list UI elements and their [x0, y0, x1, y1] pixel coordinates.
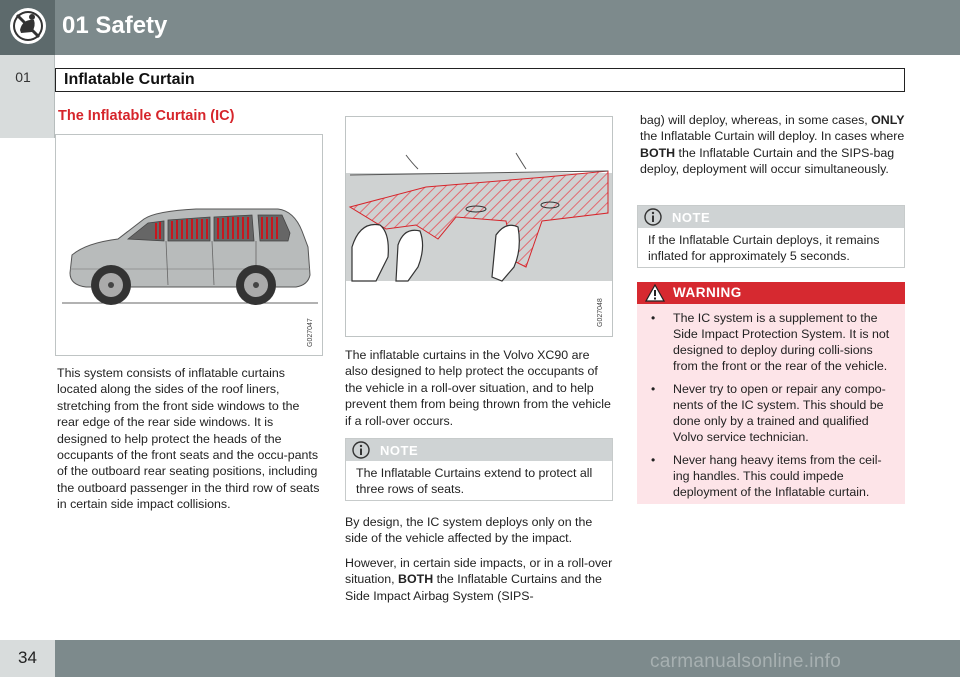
header-icon-tab — [0, 0, 55, 55]
bold-fragment: ONLY — [871, 113, 905, 127]
note-header — [346, 439, 612, 461]
warning-item: • The IC system is a supplement to the Side Impact Protection System. It is not designed to deploy during colli-sions from the front or the rear of the vehicle. — [647, 310, 895, 374]
page-title: 01 Safety — [62, 12, 168, 39]
note-text: The Inflatable Curtains extend to protect all three rows of seats. — [356, 466, 593, 496]
warning-item: • Never hang heavy items from the ceil-ing handles. This could impede deployment of the Inflatable curtain. — [647, 452, 895, 500]
bold-fragment: BOTH — [398, 572, 434, 587]
page-number: 34 — [18, 648, 37, 667]
col1-paragraph: This system consists of inflatable curtains located along the sides of the roof liners, stretching from the front side windows to the rear edge of the rear side windows. It is designed to help protect the heads of the occupants of the front seats and the occu-pants of the outboard rear seating positions, including the outboard passenger in the third row of seats in certain side impact collisions. — [57, 366, 320, 512]
warning-box — [637, 282, 905, 504]
warning-item: • Never try to open or repair any compo-nents of the IC system. This should be done only by a trained and qualified Volvo service technician. — [647, 381, 895, 445]
note-box-2 — [637, 205, 905, 268]
watermark: carmanualsonline.info — [650, 651, 842, 672]
figure-curtain-interior — [345, 116, 613, 337]
text-fragment: the Inflatable Curtains and the Side Impact Airbag System (SIPS- — [345, 572, 602, 603]
col3-paragraph — [640, 112, 908, 178]
car-side-illustration — [56, 135, 323, 356]
bold-fragment: BOTH — [640, 145, 676, 160]
warning-list — [637, 304, 905, 515]
article-title: The Inflatable Curtain (IC) — [58, 108, 235, 124]
curtain-interior-illustration — [346, 117, 613, 337]
text-fragment: bag) will deploy, whereas, in some cases, — [640, 113, 872, 127]
note-header — [638, 206, 904, 228]
warning-header — [637, 282, 905, 304]
note-box-1 — [345, 438, 613, 501]
section-bar — [55, 68, 905, 92]
warning-triangle-icon — [645, 284, 665, 302]
info-icon — [352, 441, 370, 459]
figure-car-side — [55, 134, 323, 356]
info-icon — [644, 208, 662, 226]
chapter-tab — [0, 55, 55, 138]
col2-paragraph-1: The inflatable curtains in the Volvo XC90 are also designed to help protect the occupants of the vehicle in a roll-over situation, and to help prevent them from being thrown from the vehicle if a roll-over occurs. — [345, 348, 611, 428]
text-fragment: the Inflatable Curtain will deploy. In cases where — [640, 129, 905, 144]
note-text: If the Inflatable Curtain deploys, it remains inflated for approximately 5 seconds. — [648, 233, 880, 263]
note-label: NOTE — [380, 443, 419, 458]
figure-code: G027047 — [307, 318, 314, 347]
col2-paragraph-2: By design, the IC system deploys only on the side of the vehicle affected by the impact. — [345, 515, 593, 546]
warning-label: WARNING — [673, 285, 742, 300]
section-title: Inflatable Curtain — [64, 71, 195, 88]
text-fragment: However, in certain side impacts, or in a roll-over situation, — [345, 556, 613, 587]
column-1 — [55, 108, 325, 124]
no-child-seat-icon — [8, 6, 48, 46]
note-label: NOTE — [672, 210, 711, 225]
figure-code: G027048 — [597, 298, 604, 327]
chapter-number: 01 — [15, 69, 31, 85]
col2-paragraph-3 — [345, 555, 613, 604]
text-fragment: the Inflatable Curtain and the SIPS-bag deploy, deployment will occur simultaneously. — [640, 145, 895, 177]
